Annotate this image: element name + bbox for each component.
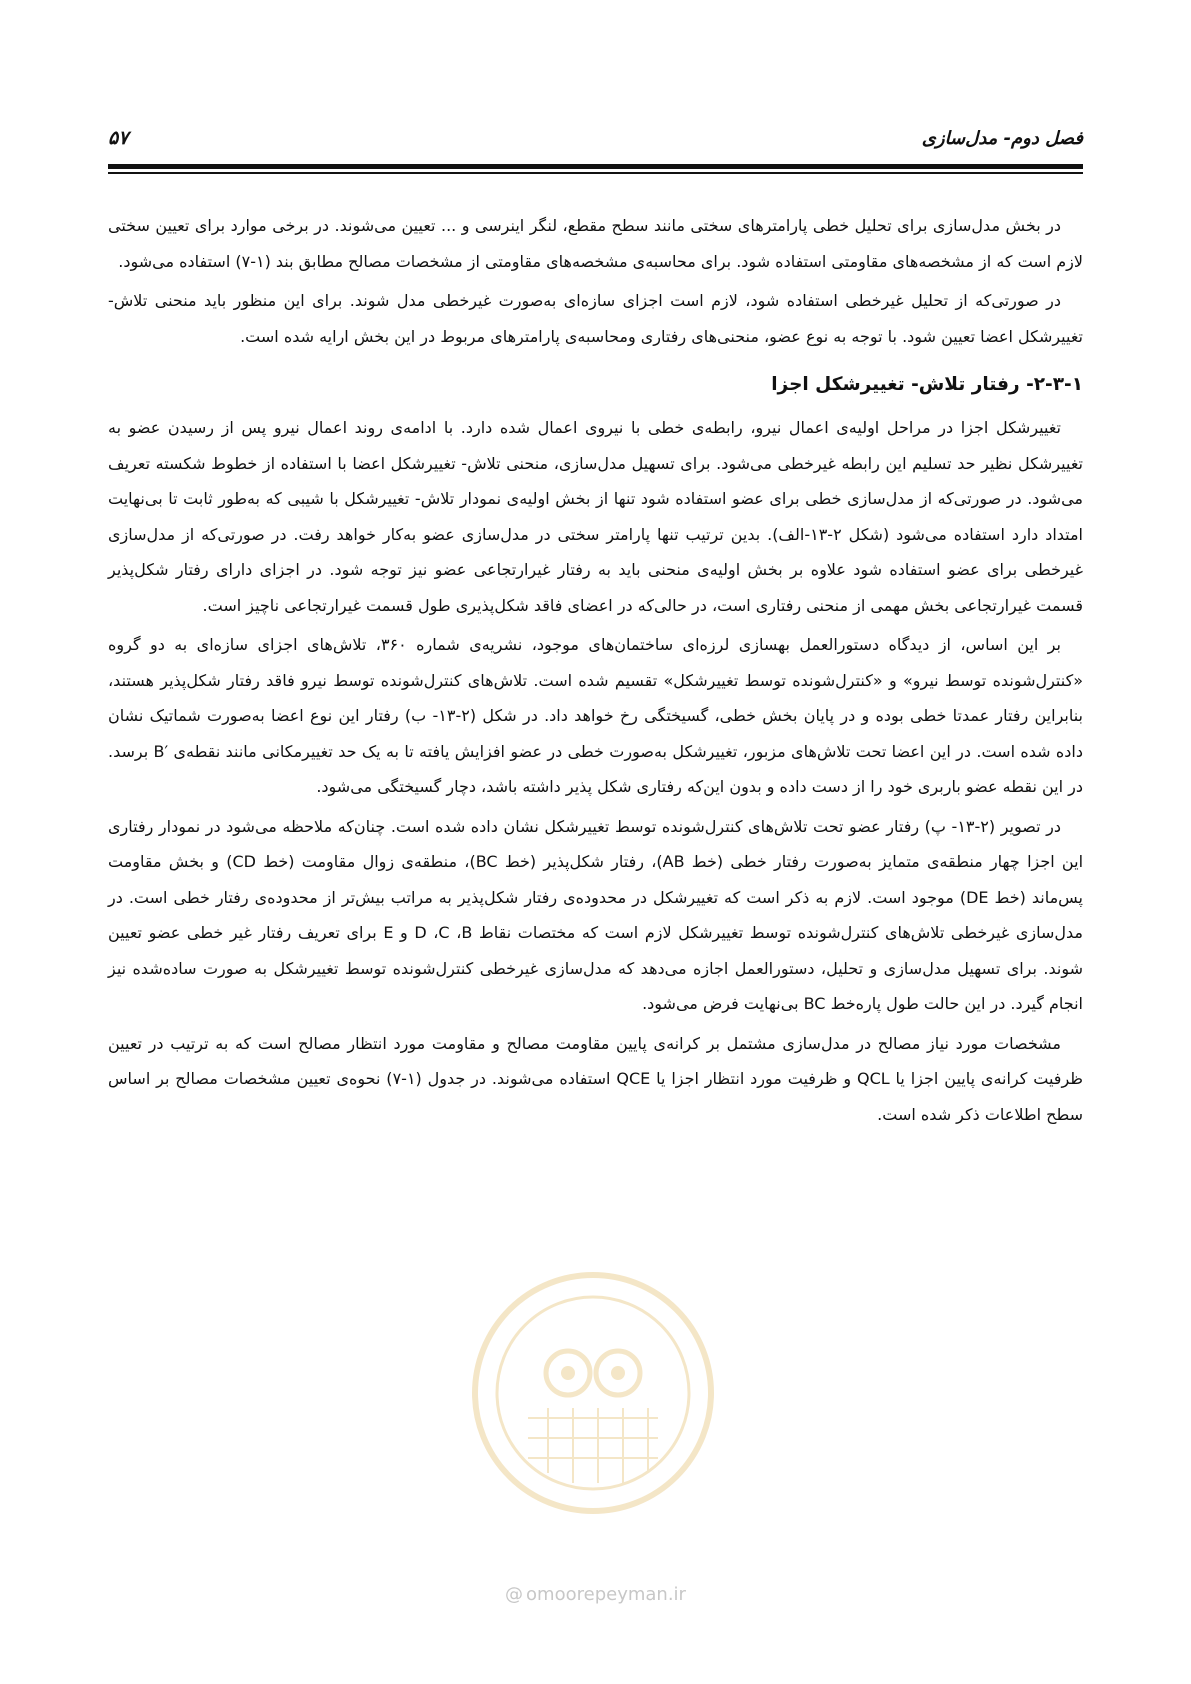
at-symbol: @ (505, 1584, 524, 1605)
header-rule-thick (108, 164, 1083, 169)
website-url: omoorepeyman.ir (526, 1584, 686, 1605)
chapter-title: فصل دوم- مدل‌سازی (921, 127, 1083, 149)
footer-website (0, 1584, 1191, 1605)
page-number: ۵۷ (108, 127, 129, 149)
paragraph: در بخش مدل‌سازی برای تحلیل خطی پارامترهای سختی مانند سطح مقطع، لنگر اینرسی و ... تعیین می‌شوند. در برخی موارد برای تعیین سختی لازم است که از مشخصه‌های مقاومتی استفاده شود. برای محاسبه‌ی مشخصه‌های مقاومتی از مشخصات مصالح مطابق بند (۱-۷) استفاده می‌شود. (108, 216, 1083, 271)
paragraph: در صورتی‌که از تحلیل غیرخطی استفاده شود، لازم است اجزای سازه‌ای به‌صورت غیرخطی مدل شوند. برای این منظور باید منحنی تلاش- تغییرشکل اعضا تعیین شود. با توجه به نوع عضو، منحنی‌های رفتاری ومحاسبه‌ی پارامترهای مربوط در این بخش ارایه شده است. (108, 291, 1083, 346)
header-rule-thin (108, 172, 1083, 174)
section-heading: ۲-۳-۱- رفتار تلاش- تغییرشکل اجزا (771, 374, 1083, 395)
page-body (108, 208, 1083, 1136)
paragraph: در تصویر (۲-۱۳- پ) رفتار عضو تحت تلاش‌های کنترل‌شونده توسط تغییرشکل نشان داده شده است. چنان‌که ملاحظه می‌شود در نمودار رفتاری این اجزا چهار منطقه‌ی متمایز به‌صورت رفتار خطی (خط AB)، رفتار شکل‌پذیر (خط BC)، منطقه‌ی زوال مقاومت (خط CD) و بخش مقاومت پس‌ماند (خط DE) موجود است. لازم به ذکر است که تغییرشکل در محدوده‌ی رفتار شکل‌پذیر به مراتب بیش‌تر از محدوده‌ی رفتار خطی است. در مدل‌سازی غیرخطی تلاش‌های کنترل‌شونده توسط تغییرشکل لازم است که مختصات نقاط D ،C ،B و E برای تعریف رفتار غیر خطی عضو تعیین شوند. برای تسهیل مدل‌سازی و تحلیل، دستورالعمل اجازه می‌دهد که مدل‌سازی غیرخطی کنترل‌شونده توسط تغییرشکل به صورت ساده‌شده نیز انجام گیرد. در این حالت طول پاره‌خط BC بی‌نهایت فرض می‌شود. (108, 816, 1084, 1013)
seal-watermark-icon (468, 1268, 718, 1518)
paragraph: بر این اساس، از دیدگاه دستورالعمل بهسازی لرزه‌ای ساختمان‌های موجود، نشریه‌ی شماره ۳۶۰، تلاش‌های اجزای سازه‌ای به دو گروه «کنترل‌شونده توسط نیرو» و «کنترل‌شونده توسط تغییرشکل» تقسیم شده است. تلاش‌های کنترل‌شونده توسط نیرو فاقد رفتار شکل‌پذیر هستند، بنابراین رفتار عمدتا خطی بوده و در پایان بخش خطی، گسیختگی رخ خواهد داد. در شکل (۲-۱۳- ب) رفتار این نوع اعضا به‌صورت شماتیک نشان داده شده است. در این اعضا تحت تلاش‌های مزبور، تغییرشکل به‌صورت خطی در عضو افزایش یافته تا به یک حد تغییرمکانی مانند نقطه‌ی ′B برسد. در این نقطه عضو باربری خود را از دست داده و بدون این‌که رفتاری شکل پذیر داشته باشد، دچار گسیختگی می‌شود. (108, 635, 1084, 796)
page-header (108, 118, 1083, 158)
paragraph: تغییرشکل اجزا در مراحل اولیه‌ی اعمال نیرو، رابطه‌ی خطی با نیروی اعمال شده دارد. با ادامه‌ی روند اعمال نیرو پس از رسیدن عضو به تغییرشکل نظیر حد تسلیم این رابطه غیرخطی می‌شود. برای تسهیل مدل‌سازی، منحنی تلاش- تغییرشکل اعضا با استفاده از خطوط شکسته تعریف می‌شود. در صورتی‌که از مدل‌سازی خطی برای عضو استفاده شود تنها از بخش اولیه‌ی نمودار تلاش- تغییرشکل با شیبی که به‌طور ثابت تا بی‌نهایت امتداد دارد استفاده می‌شود (شکل ۲-۱۳-الف). بدین ترتیب تنها پارامتر سختی در مدل‌سازی عضو به‌کار خواهد رفت. در صورتی‌که از مدل‌سازی غیرخطی برای عضو استفاده شود علاوه بر بخش اولیه‌ی منحنی باید به رفتار غیرارتجاعی عضو نیز توجه شود. در اجزای دارای رفتار شکل‌پذیر قسمت غیرارتجاعی بخش مهمی از منحنی رفتاری است، در حالی‌که در اعضای فاقد شکل‌پذیری طول قسمت غیرارتجاعی ناچیز است. (108, 418, 1084, 615)
paragraph: مشخصات مورد نیاز مصالح در مدل‌سازی مشتمل بر کرانه‌ی پایین مقاومت مصالح و مقاومت مورد انتظار مصالح است که به ترتیب در تعیین ظرفیت کرانه‌ی پایین اجزا یا QCL و ظرفیت مورد انتظار اجزا یا QCE استفاده می‌شوند. در جدول (۱-۷) نحوه‌ی تعیین مشخصات مصالح بر اساس سطح اطلاعات ذکر شده است. (108, 1033, 1084, 1124)
